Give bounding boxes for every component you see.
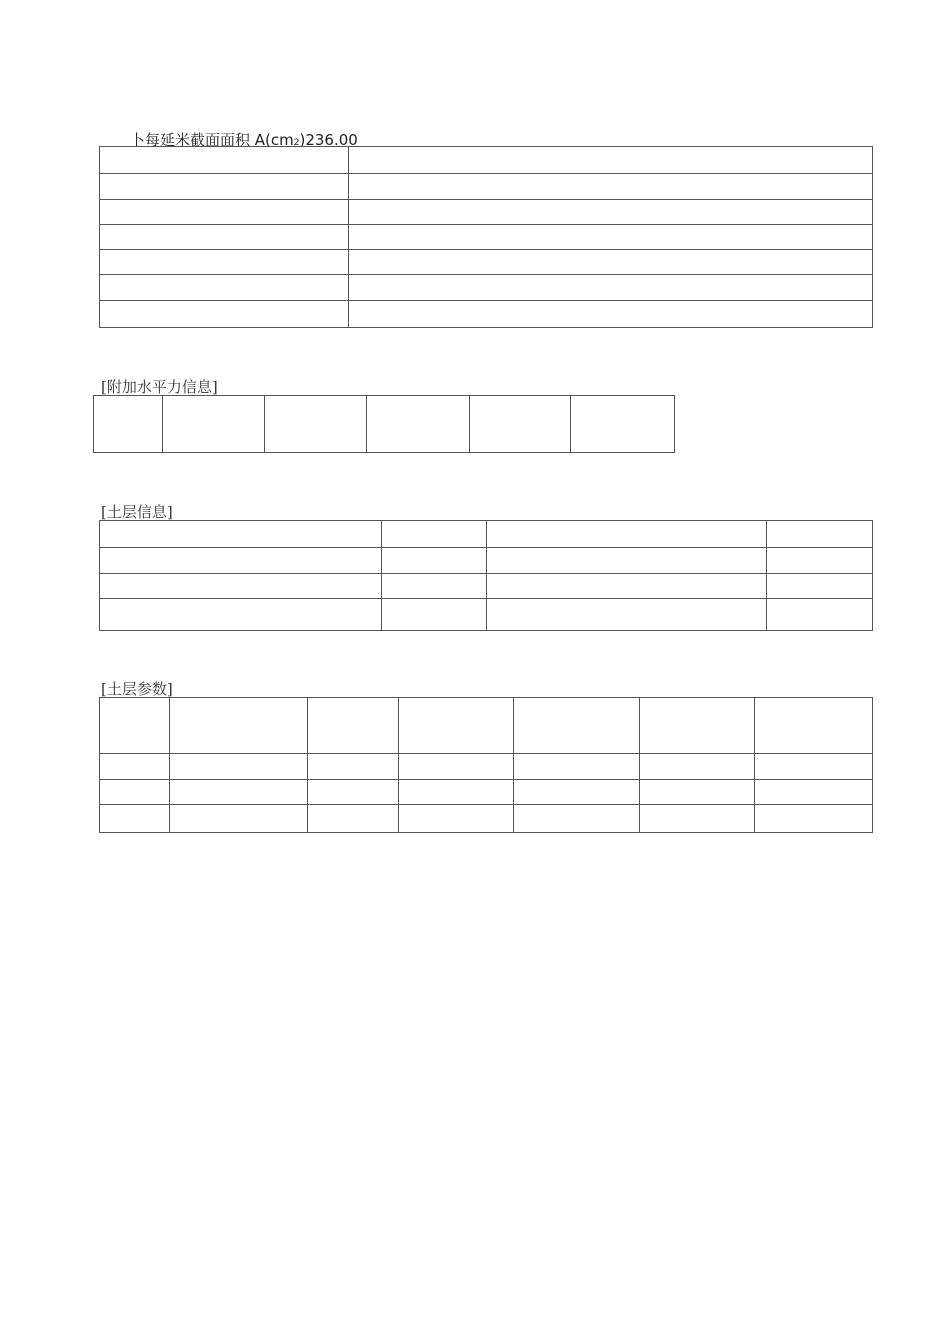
table-cell	[94, 396, 163, 453]
table-cell	[265, 396, 367, 453]
table-row	[100, 548, 873, 574]
table-row	[100, 754, 873, 780]
table-cell	[100, 147, 349, 174]
table-cell	[163, 396, 265, 453]
section-title-soil-layer-info: [土层信息]	[101, 503, 173, 521]
table-cell	[382, 521, 487, 548]
table-row	[100, 199, 873, 224]
horizontal-force-table	[93, 395, 675, 453]
table-cell	[308, 805, 399, 833]
table-cell	[100, 780, 170, 805]
table-cell	[755, 698, 873, 754]
table-row	[100, 574, 873, 599]
table-cell	[100, 574, 382, 599]
table-row	[100, 275, 873, 300]
table-cell	[755, 805, 873, 833]
table-cell	[382, 548, 487, 574]
table-cell	[767, 521, 873, 548]
table-cell	[100, 300, 349, 327]
table-cell	[349, 275, 873, 300]
table-cell	[349, 224, 873, 249]
table-row	[100, 174, 873, 199]
table-cell	[640, 698, 755, 754]
table-cell	[349, 250, 873, 275]
table-cell	[100, 250, 349, 275]
table-cell	[640, 780, 755, 805]
table-cell	[382, 599, 487, 631]
table-cell	[100, 275, 349, 300]
table-row	[100, 698, 873, 754]
section-property-table	[99, 146, 873, 328]
table-cell	[487, 548, 767, 574]
table-cell	[487, 599, 767, 631]
caption-main: 卜每延米截面面积 A(cm	[130, 131, 294, 149]
table-cell	[399, 805, 514, 833]
table-cell	[308, 754, 399, 780]
table-cell	[640, 754, 755, 780]
table-cell	[100, 199, 349, 224]
table-cell	[767, 548, 873, 574]
table-cell	[514, 780, 640, 805]
table-cell	[399, 780, 514, 805]
table-cell	[571, 396, 675, 453]
table-cell	[399, 698, 514, 754]
table-cell	[170, 805, 308, 833]
table-cell	[349, 174, 873, 199]
table-cell	[100, 224, 349, 249]
table-cell	[100, 698, 170, 754]
table-cell	[514, 805, 640, 833]
table-cell	[514, 754, 640, 780]
table-cell	[308, 780, 399, 805]
table-cell	[170, 698, 308, 754]
table-cell	[100, 599, 382, 631]
table-cell	[487, 574, 767, 599]
table-cell	[308, 698, 399, 754]
caption-tail: )236.00	[299, 131, 358, 149]
table-cell	[640, 805, 755, 833]
table-row	[100, 300, 873, 327]
table-cell	[170, 780, 308, 805]
table-cell	[755, 780, 873, 805]
table-row	[100, 521, 873, 548]
table-row	[100, 780, 873, 805]
table-cell	[349, 147, 873, 174]
table-cell	[367, 396, 470, 453]
table-cell	[767, 599, 873, 631]
table-cell	[487, 521, 767, 548]
table-cell	[755, 754, 873, 780]
table-cell	[470, 396, 571, 453]
table-cell	[100, 174, 349, 199]
table-cell	[100, 805, 170, 833]
soil-layer-params-table	[99, 697, 873, 833]
table-cell	[100, 521, 382, 548]
table-cell	[514, 698, 640, 754]
soil-layer-info-table	[99, 520, 873, 631]
table-cell	[382, 574, 487, 599]
table-cell	[100, 548, 382, 574]
table-row	[100, 250, 873, 275]
section-title-soil-layer-params: [土层参数]	[101, 680, 173, 698]
table-cell	[349, 300, 873, 327]
table-cell	[100, 754, 170, 780]
table-cell	[399, 754, 514, 780]
table-cell	[767, 574, 873, 599]
table-row	[100, 805, 873, 833]
table-cell	[349, 199, 873, 224]
table-row	[94, 396, 675, 453]
table-row	[100, 599, 873, 631]
table-row	[100, 147, 873, 174]
table-row	[100, 224, 873, 249]
section-title-horizontal-force: [附加水平力信息]	[101, 378, 218, 396]
table-cell	[170, 754, 308, 780]
caption-subscript: 2	[293, 138, 300, 148]
